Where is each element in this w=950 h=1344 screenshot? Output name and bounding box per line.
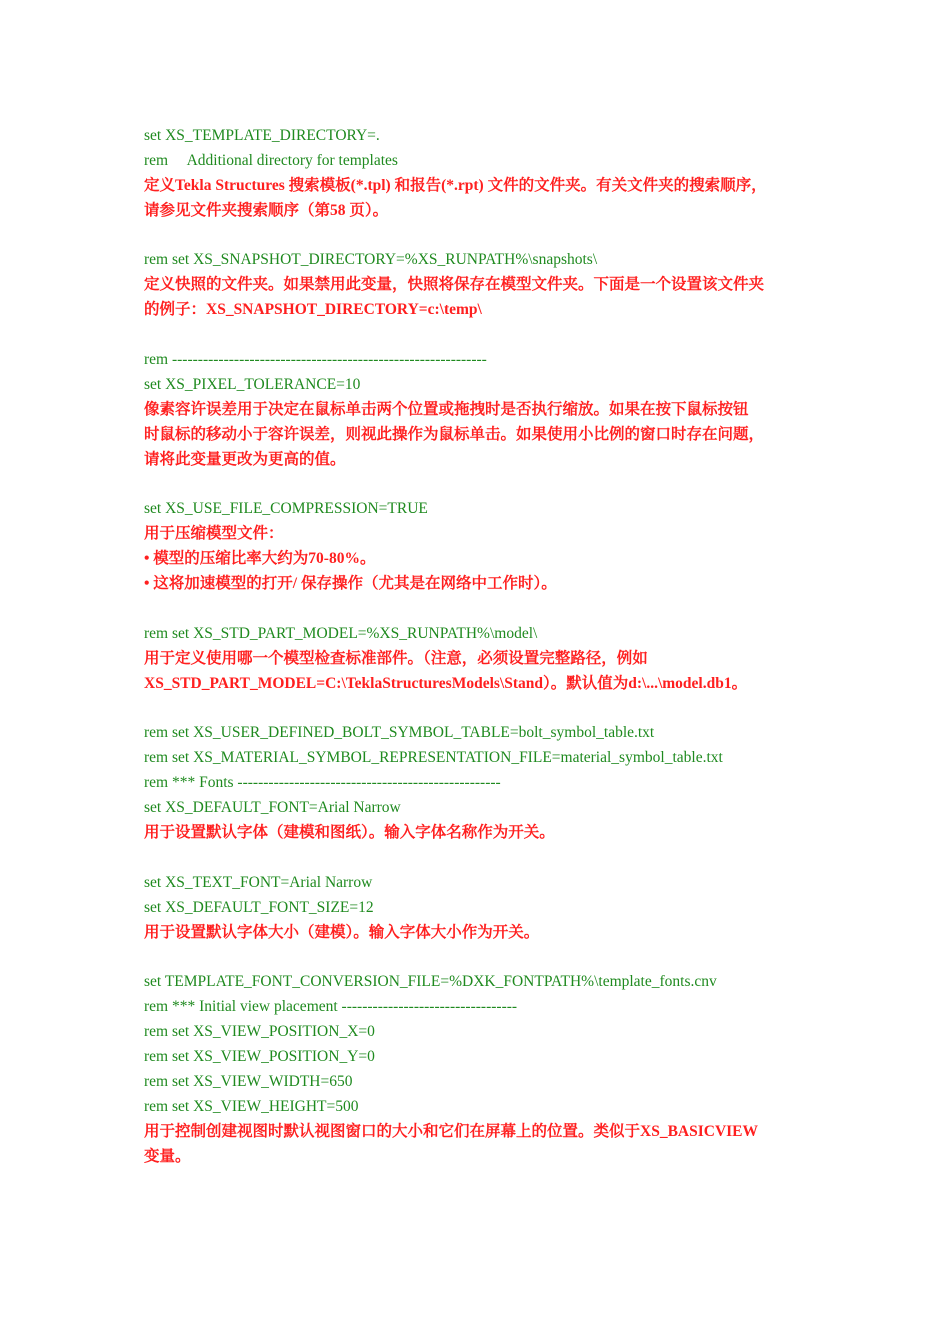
description-line: 像素容许误差用于决定在鼠标单击两个位置或拖拽时是否执行缩放。如果在按下鼠标按钮 (144, 400, 749, 418)
config-line: rem set XS_MATERIAL_SYMBOL_REPRESENTATION_FILE=material_symbol_table.txt (144, 749, 723, 767)
config-line: set TEMPLATE_FONT_CONVERSION_FILE=%DXK_FONTPATH%\template_fonts.cnv (144, 973, 717, 991)
config-line: set XS_USE_FILE_COMPRESSION=TRUE (144, 500, 428, 518)
config-line: rem set XS_STD_PART_MODEL=%XS_RUNPATH%\model\ (144, 624, 538, 642)
description-line: 用于控制创建视图时默认视图窗口的大小和它们在屏幕上的位置。类似于XS_BASICVIEW (144, 1122, 759, 1140)
blank-line (144, 323, 824, 348)
config-line: rem set XS_USER_DEFINED_BOLT_SYMBOL_TABLE=bolt_symbol_table.txt (144, 724, 655, 742)
config-line: rem *** Initial view placement ---------------------------------- (144, 998, 518, 1016)
config-line: set XS_DEFAULT_FONT_SIZE=12 (144, 898, 374, 916)
document-page (144, 124, 824, 1169)
config-line: rem set XS_VIEW_POSITION_Y=0 (144, 1047, 375, 1065)
config-line: rem set XS_VIEW_WIDTH=650 (144, 1072, 353, 1090)
description-line: 用于定义使用哪一个模型检查标准部件。（注意，必须设置完整路径，例如 (144, 649, 648, 667)
description-line: 定义快照的文件夹。如果禁用此变量，快照将保存在模型文件夹。下面是一个设置该文件夹 (144, 276, 765, 294)
blank-line (144, 846, 824, 871)
description-line: • 模型的压缩比率大约为70-80%。 (144, 550, 376, 568)
blank-line (144, 696, 824, 721)
config-line: rem set XS_SNAPSHOT_DIRECTORY=%XS_RUNPATH%\snapshots\ (144, 251, 598, 269)
config-line: set XS_TEXT_FONT=Arial Narrow (144, 873, 373, 891)
description-line: 变量。 (144, 1147, 191, 1165)
description-line: 用于压缩模型文件： (144, 525, 284, 543)
description-line: 用于设置默认字体（建模和图纸）。输入字体名称作为开关。 (144, 823, 555, 841)
description-line: • 这将加速模型的打开/ 保存操作（尤其是在网络中工作时）。 (144, 575, 557, 593)
config-line: rem set XS_VIEW_POSITION_X=0 (144, 1023, 375, 1041)
description-line: 时鼠标的移动小于容许误差，则视此操作为鼠标单击。如果使用小比例的窗口时存在问题， (144, 425, 765, 443)
description-line: 的例子：XS_SNAPSHOT_DIRECTORY=c:\temp\ (144, 301, 482, 319)
config-line: rem Additional directory for templates (144, 151, 398, 169)
blank-line (144, 597, 824, 622)
config-line: set XS_TEMPLATE_DIRECTORY=. (144, 127, 380, 144)
description-line: 定义Tekla Structures 搜索模板(*.tpl) 和报告(*.rpt) 文件的文件夹。有关文件夹的搜索顺序， (144, 176, 767, 194)
description-line: 请参见文件夹搜索顺序（第58 页）。 (144, 201, 389, 219)
config-line: rem set XS_VIEW_HEIGHT=500 (144, 1097, 359, 1115)
config-line: rem *** Fonts --------------------------------------------------- (144, 774, 501, 792)
config-line: set XS_DEFAULT_FONT=Arial Narrow (144, 799, 401, 817)
blank-line (144, 945, 824, 970)
config-line: rem ------------------------------------------------------------- (144, 351, 487, 369)
description-line: 用于设置默认字体大小（建模）。输入字体大小作为开关。 (144, 923, 540, 941)
blank-line (144, 224, 824, 249)
blank-line (144, 472, 824, 497)
config-line: set XS_PIXEL_TOLERANCE=10 (144, 375, 361, 393)
description-line: XS_STD_PART_MODEL=C:\TeklaStructuresModels\Stand）。默认值为d:\...\model.db1。 (144, 674, 748, 692)
description-line: 请将此变量更改为更高的值。 (144, 450, 346, 468)
